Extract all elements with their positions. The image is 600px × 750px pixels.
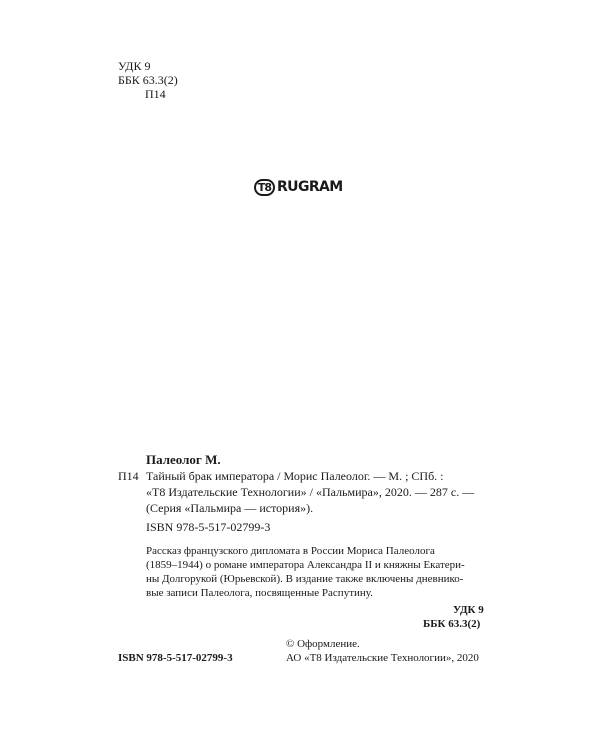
- bbk-code: ББК 63.3(2): [118, 73, 178, 87]
- annotation-line: (1859–1944) о романе императора Александра II и княжны Екатери-: [146, 559, 465, 571]
- record-author-code: П14: [118, 469, 139, 483]
- copyright-line: © Оформление.: [286, 638, 360, 650]
- record-description-line: (Серия «Пальмира — история»).: [146, 501, 314, 515]
- udk-code-right: УДК 9: [453, 604, 484, 616]
- bbk-code-right: ББК 63.3(2): [423, 618, 481, 630]
- record-description-line: Тайный брак императора / Морис Палеолог. — М. ; СПб. :: [146, 469, 444, 483]
- record-description-line: «Т8 Издательские Технологии» / «Пальмира», 2020. — 287 с. —: [146, 485, 475, 499]
- publisher-logo: [254, 177, 343, 197]
- author-mark-code: П14: [145, 87, 166, 101]
- logo-wordmark: RUGRAM: [277, 179, 343, 195]
- footer-isbn: ISBN 978-5-517-02799-3: [118, 652, 233, 664]
- record-isbn: ISBN 978-5-517-02799-3: [146, 520, 271, 534]
- record-author: Палеолог М.: [146, 452, 221, 467]
- udk-code: УДК 9: [118, 59, 151, 73]
- logo-mark: T8: [254, 179, 275, 196]
- copyright-line: АО «Т8 Издательские Технологии», 2020: [286, 652, 479, 664]
- annotation-line: вые записи Палеолога, посвященные Распутину.: [146, 587, 373, 599]
- annotation-line: ны Долгорукой (Юрьевской). В издание также включены дневнико-: [146, 573, 464, 585]
- annotation-line: Рассказ французского дипломата в России Мориса Палеолога: [146, 545, 435, 557]
